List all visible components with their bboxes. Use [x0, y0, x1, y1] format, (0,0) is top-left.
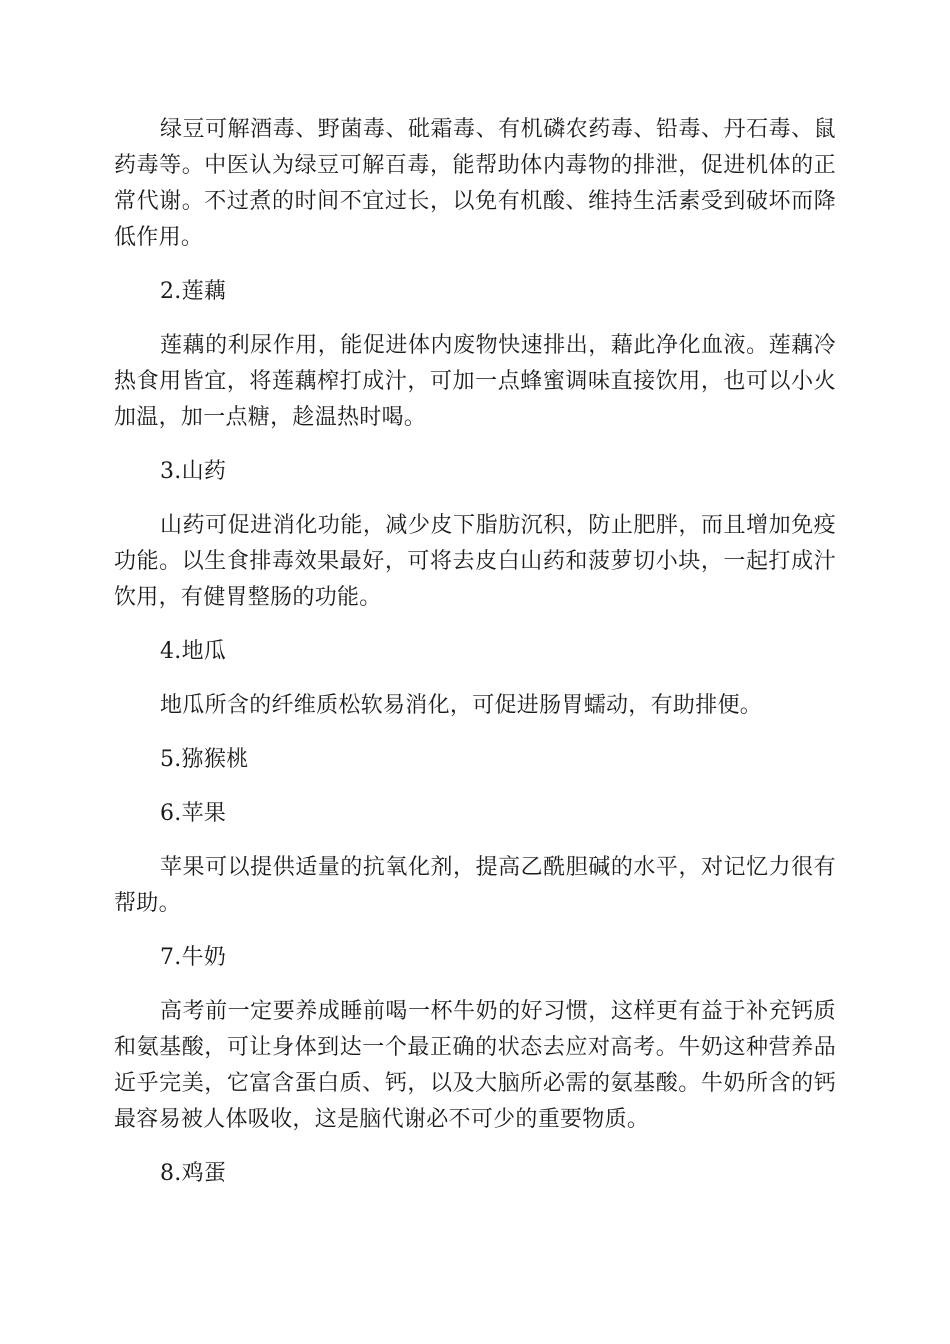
paragraph-milk: 高考前一定要养成睡前喝一杯牛奶的好习惯，这样更有益于补充钙质和氨基酸，可让身体到达一个最正确的状态去应对高考。牛奶这种营养品近乎完美，它富含蛋白质、钙，以及大脑所必需的氨基酸。牛奶所含的钙最容易被人体吸收，这是脑代谢必不可少的重要物质。: [114, 999, 836, 1132]
paragraph-sweet-potato: 地瓜所含的纤维质松软易消化，可促进肠胃蠕动，有助排便。: [160, 693, 763, 718]
section-heading-kiwi: 5.猕猴桃: [160, 747, 249, 772]
section-heading-sweet-potato: 4.地瓜: [160, 639, 227, 664]
section-heading-lotus-root: 2.莲藕: [160, 279, 227, 304]
section-heading-milk: 7.牛奶: [160, 945, 227, 970]
paragraph-yam: 山药可促进消化功能，减少皮下脂肪沉积，防止肥胖，而且增加免疫功能。以生食排毒效果最好，可将去皮白山药和菠萝切小块，一起打成汁饮用，有健胃整肠的功能。: [114, 513, 836, 610]
paragraph-apple: 苹果可以提供适量的抗氧化剂，提高乙酰胆碱的水平，对记忆力很有帮助。: [114, 855, 836, 916]
paragraph-lotus-root: 莲藕的利尿作用，能促进体内废物快速排出，藉此净化血液。莲藕冷热食用皆宜，将莲藕榨打成汁，可加一点蜂蜜调味直接饮用，也可以小火加温，加一点糖，趁温热时喝。: [114, 333, 836, 430]
paragraph-mung-bean: 绿豆可解酒毒、野菌毒、砒霜毒、有机磷农药毒、铅毒、丹石毒、鼠药毒等。中医认为绿豆可解百毒，能帮助体内毒物的排泄，促进机体的正常代谢。不过煮的时间不宜过长，以免有机酸、维持生活素受到破坏而降低作用。: [114, 117, 836, 250]
section-heading-yam: 3.山药: [160, 459, 227, 484]
section-heading-egg: 8.鸡蛋: [160, 1161, 227, 1186]
section-heading-apple: 6.苹果: [160, 801, 227, 826]
document-body: [114, 112, 836, 1210]
